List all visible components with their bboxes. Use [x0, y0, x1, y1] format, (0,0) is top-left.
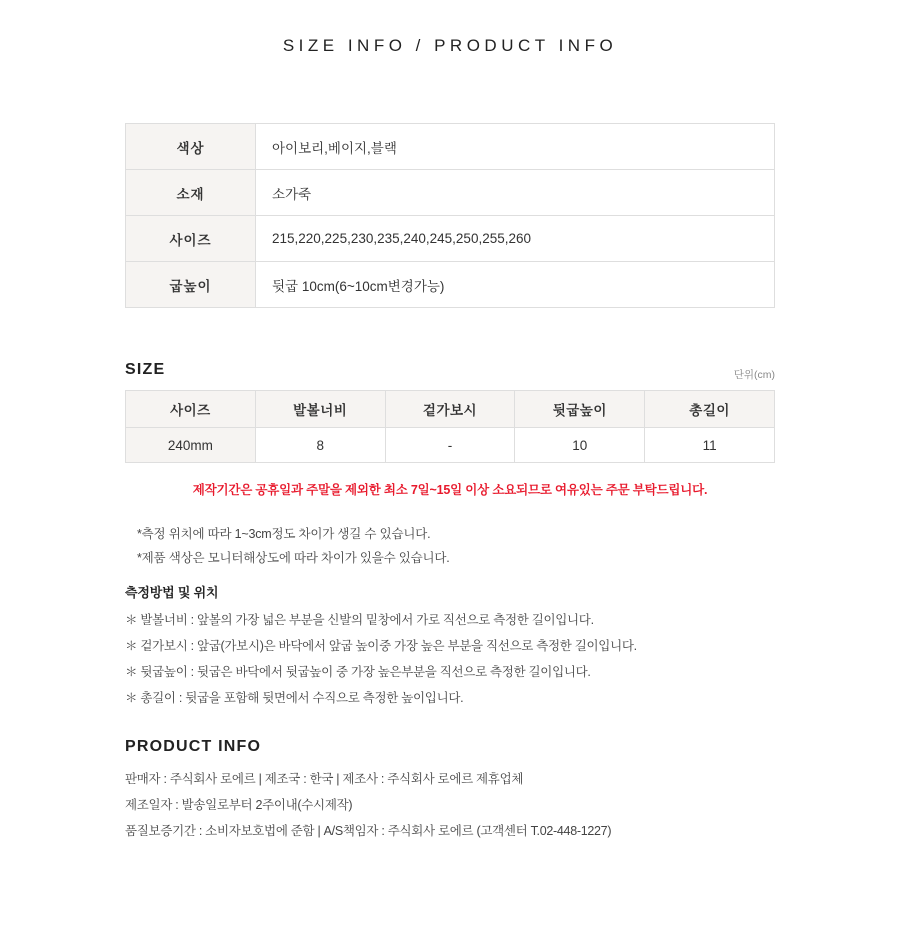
spec-table-container: [125, 123, 775, 308]
measure-item-width: ＊ 발볼너비 : 앞볼의 가장 넓은 부분을 신발의 밑창에서 가로 직선으로 측정한 길이입니다.: [125, 613, 594, 627]
measure-item-front-platform: ＊ 겉가보시 : 앞굽(가보시)은 바닥에서 앞굽 높이중 가장 높은 부분을 직선으로 측정한 길이입니다.: [125, 639, 637, 653]
size-cell-total-length: 11: [645, 428, 775, 463]
size-col-size: 사이즈: [126, 391, 256, 428]
table-row: [126, 170, 775, 216]
measure-item-total-length: ＊ 총길이 : 뒷굽을 포함해 뒷면에서 수직으로 측정한 높이입니다.: [125, 691, 464, 705]
table-row: [126, 428, 775, 463]
spec-value-heel: 뒷굽 10cm(6~10cm변경가능): [256, 262, 775, 308]
measure-method-list: [125, 610, 775, 706]
size-heading: SIZE: [125, 361, 166, 378]
notes-list: [125, 524, 775, 566]
product-info-heading: PRODUCT INFO: [125, 738, 262, 755]
table-header-row: [126, 391, 775, 428]
size-unit-note: 단위(cm): [733, 369, 775, 381]
page-title: SIZE INFO / PRODUCT INFO: [282, 36, 618, 55]
page-root: [0, 36, 900, 936]
product-info-manufacture-date: 제조일자 : 발송일로부터 2주이내(수시제작): [125, 798, 353, 812]
table-row: [126, 262, 775, 308]
size-col-width: 발볼너비: [255, 391, 385, 428]
production-time-notice: 제작기간은 공휴일과 주말을 제외한 최소 7일~15일 이상 소요되므로 여유있는 주문 부탁드립니다.: [192, 483, 708, 497]
spec-value-color: 아이보리,베이지,블랙: [256, 124, 775, 170]
table-row: [126, 216, 775, 262]
size-section: [125, 361, 775, 463]
spec-value-material: 소가죽: [256, 170, 775, 216]
table-row: [126, 124, 775, 170]
size-col-heel-height: 뒷굽높이: [515, 391, 645, 428]
measure-method-heading: 측정방법 및 위치: [125, 585, 219, 600]
size-cell-heel-height: 10: [515, 428, 645, 463]
size-cell-size: 240mm: [126, 428, 256, 463]
size-table: [125, 390, 775, 463]
size-col-front-platform: 겉가보시: [385, 391, 515, 428]
spec-label-color: 색상: [126, 124, 256, 170]
note-measure-tolerance: *측정 위치에 따라 1~3cm정도 차이가 생길 수 있습니다.: [137, 527, 431, 541]
spec-label-material: 소재: [126, 170, 256, 216]
size-col-total-length: 총길이: [645, 391, 775, 428]
product-info-warranty: 품질보증기간 : 소비자보호법에 준함 | A/S책임자 : 주식회사 로에르 (고객센터 T.02-448-1227): [125, 824, 612, 838]
measure-item-heel-height: ＊ 뒷굽높이 : 뒷굽은 바닥에서 뒷굽높이 중 가장 높은부분을 직선으로 측정한 길이입니다.: [125, 665, 591, 679]
size-cell-front-platform: -: [385, 428, 515, 463]
spec-label-size: 사이즈: [126, 216, 256, 262]
spec-table: [125, 123, 775, 308]
spec-value-size: 215,220,225,230,235,240,245,250,255,260: [256, 216, 775, 262]
product-info-list: [125, 769, 775, 839]
product-info-seller: 판매자 : 주식회사 로에르 | 제조국 : 한국 | 제조사 : 주식회사 로에르 제휴업체: [125, 772, 524, 786]
note-color-monitor: *제품 색상은 모니터해상도에 따라 차이가 있을수 있습니다.: [137, 551, 450, 565]
size-cell-width: 8: [255, 428, 385, 463]
spec-label-heel: 굽높이: [126, 262, 256, 308]
